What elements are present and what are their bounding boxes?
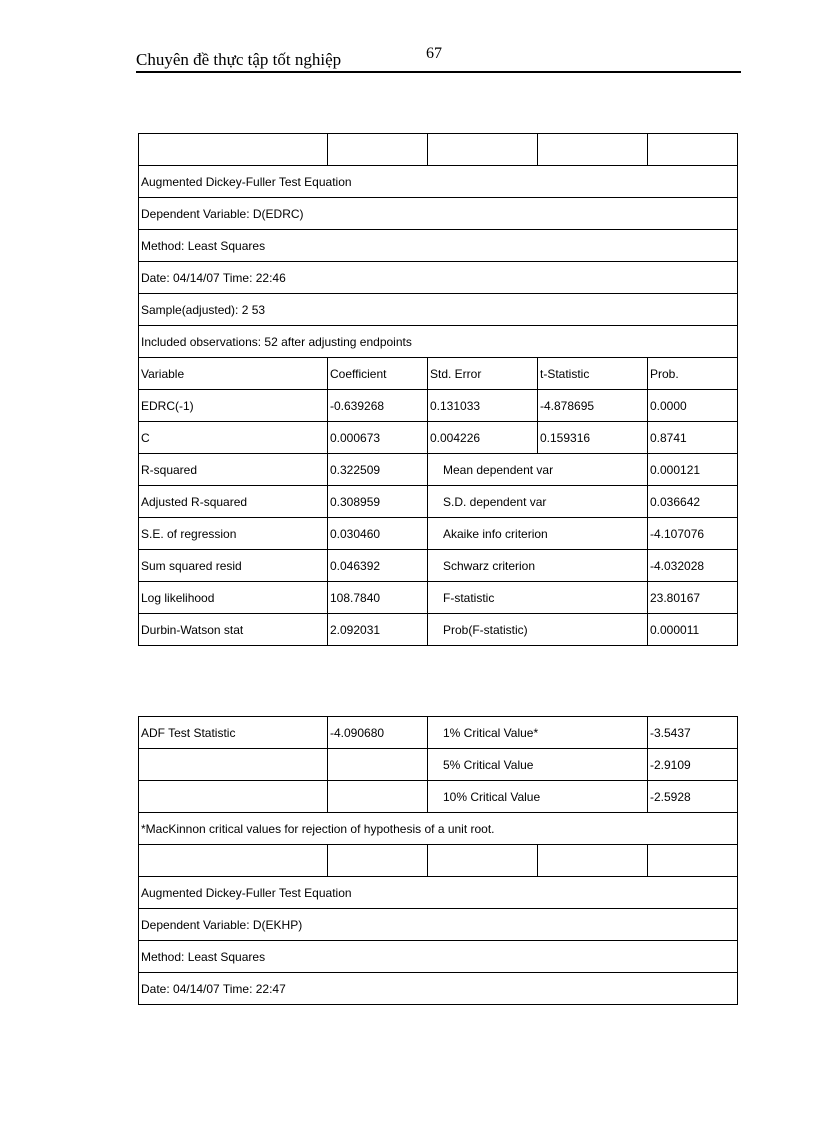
table-row — [139, 909, 738, 941]
included-observations: Included observations: 52 after adjusting endpoints — [139, 326, 738, 358]
table-cell — [328, 845, 428, 877]
table-cell — [328, 781, 428, 813]
table-cell: Akaike info criterion — [428, 518, 648, 550]
equation-title: Augmented Dickey-Fuller Test Equation — [139, 877, 738, 909]
table-row — [139, 422, 738, 454]
table-cell: Prob(F-statistic) — [428, 614, 648, 646]
table-cell: -2.9109 — [648, 749, 738, 781]
table-row — [139, 781, 738, 813]
table-cell: S.E. of regression — [139, 518, 328, 550]
table-row — [139, 518, 738, 550]
table-cell — [328, 134, 428, 166]
table-cell: Log likelihood — [139, 582, 328, 614]
method: Method: Least Squares — [139, 941, 738, 973]
table-cell — [139, 845, 328, 877]
column-header-coefficient: Coefficient — [328, 358, 428, 390]
column-header-t-statistic: t-Statistic — [538, 358, 648, 390]
table-row — [139, 813, 738, 845]
table-row — [139, 550, 738, 582]
table-cell — [139, 134, 328, 166]
table-cell: -4.090680 — [328, 717, 428, 749]
date-time: Date: 04/14/07 Time: 22:46 — [139, 262, 738, 294]
table-row — [139, 614, 738, 646]
table-cell: -3.5437 — [648, 717, 738, 749]
table-cell: 5% Critical Value — [428, 749, 648, 781]
table-cell: 0.159316 — [538, 422, 648, 454]
table-cell: Schwarz criterion — [428, 550, 648, 582]
page-number: 67 — [426, 45, 442, 62]
table-row — [139, 582, 738, 614]
dependent-variable: Dependent Variable: D(EKHP) — [139, 909, 738, 941]
table-cell: 0.308959 — [328, 486, 428, 518]
table-cell: R-squared — [139, 454, 328, 486]
table-cell: 2.092031 — [328, 614, 428, 646]
table-row — [139, 294, 738, 326]
table-cell: Durbin-Watson stat — [139, 614, 328, 646]
table-cell: 23.80167 — [648, 582, 738, 614]
adf-test-table-ekhp — [138, 716, 738, 1005]
table-cell: -4.107076 — [648, 518, 738, 550]
table-row — [139, 134, 738, 166]
table-cell: Mean dependent var — [428, 454, 648, 486]
table-cell: 0.000121 — [648, 454, 738, 486]
column-header-variable: Variable — [139, 358, 328, 390]
table-cell — [648, 134, 738, 166]
table-row — [139, 717, 738, 749]
column-header-std-error: Std. Error — [428, 358, 538, 390]
table-cell — [428, 845, 538, 877]
table-row — [139, 326, 738, 358]
table-row — [139, 973, 738, 1005]
table-row — [139, 390, 738, 422]
table-cell: 108.7840 — [328, 582, 428, 614]
adf-equation-table-edrc — [138, 133, 738, 646]
table-row — [139, 454, 738, 486]
table-cell: 0.030460 — [328, 518, 428, 550]
method: Method: Least Squares — [139, 230, 738, 262]
table-cell: ADF Test Statistic — [139, 717, 328, 749]
table-row — [139, 486, 738, 518]
table-cell: -4.032028 — [648, 550, 738, 582]
table-row — [139, 749, 738, 781]
table-cell — [538, 845, 648, 877]
table-cell: -2.5928 — [648, 781, 738, 813]
table-row — [139, 941, 738, 973]
table-cell: EDRC(-1) — [139, 390, 328, 422]
table-cell: 0.000011 — [648, 614, 738, 646]
mackinnon-note: *MacKinnon critical values for rejection of hypothesis of a unit root. — [139, 813, 738, 845]
table-cell: 0.046392 — [328, 550, 428, 582]
table-cell: F-statistic — [428, 582, 648, 614]
table-cell — [139, 749, 328, 781]
table-row — [139, 166, 738, 198]
table-cell — [139, 781, 328, 813]
date-time: Date: 04/14/07 Time: 22:47 — [139, 973, 738, 1005]
table-cell: 0.000673 — [328, 422, 428, 454]
header-rule — [136, 71, 741, 73]
header-title: Chuyên đề thực tập tốt nghiệp — [136, 50, 342, 69]
table-cell — [648, 845, 738, 877]
column-header-prob: Prob. — [648, 358, 738, 390]
dependent-variable: Dependent Variable: D(EDRC) — [139, 198, 738, 230]
table-cell: 1% Critical Value* — [428, 717, 648, 749]
table-row — [139, 262, 738, 294]
table-cell — [328, 749, 428, 781]
table-header-row — [139, 358, 738, 390]
table-cell — [538, 134, 648, 166]
table-cell: C — [139, 422, 328, 454]
table-cell: 0.131033 — [428, 390, 538, 422]
table-cell: 0.8741 — [648, 422, 738, 454]
table-row — [139, 198, 738, 230]
table-cell: -4.878695 — [538, 390, 648, 422]
equation-title: Augmented Dickey-Fuller Test Equation — [139, 166, 738, 198]
table-cell: Sum squared resid — [139, 550, 328, 582]
table-cell: -0.639268 — [328, 390, 428, 422]
sample-adjusted: Sample(adjusted): 2 53 — [139, 294, 738, 326]
table-row — [139, 877, 738, 909]
table-row — [139, 845, 738, 877]
table-cell: 0.0000 — [648, 390, 738, 422]
table-cell: 0.322509 — [328, 454, 428, 486]
table-row — [139, 230, 738, 262]
table-cell: 0.036642 — [648, 486, 738, 518]
table-cell: Adjusted R-squared — [139, 486, 328, 518]
table-cell: 0.004226 — [428, 422, 538, 454]
table-cell: S.D. dependent var — [428, 486, 648, 518]
table-cell: 10% Critical Value — [428, 781, 648, 813]
table-cell — [428, 134, 538, 166]
